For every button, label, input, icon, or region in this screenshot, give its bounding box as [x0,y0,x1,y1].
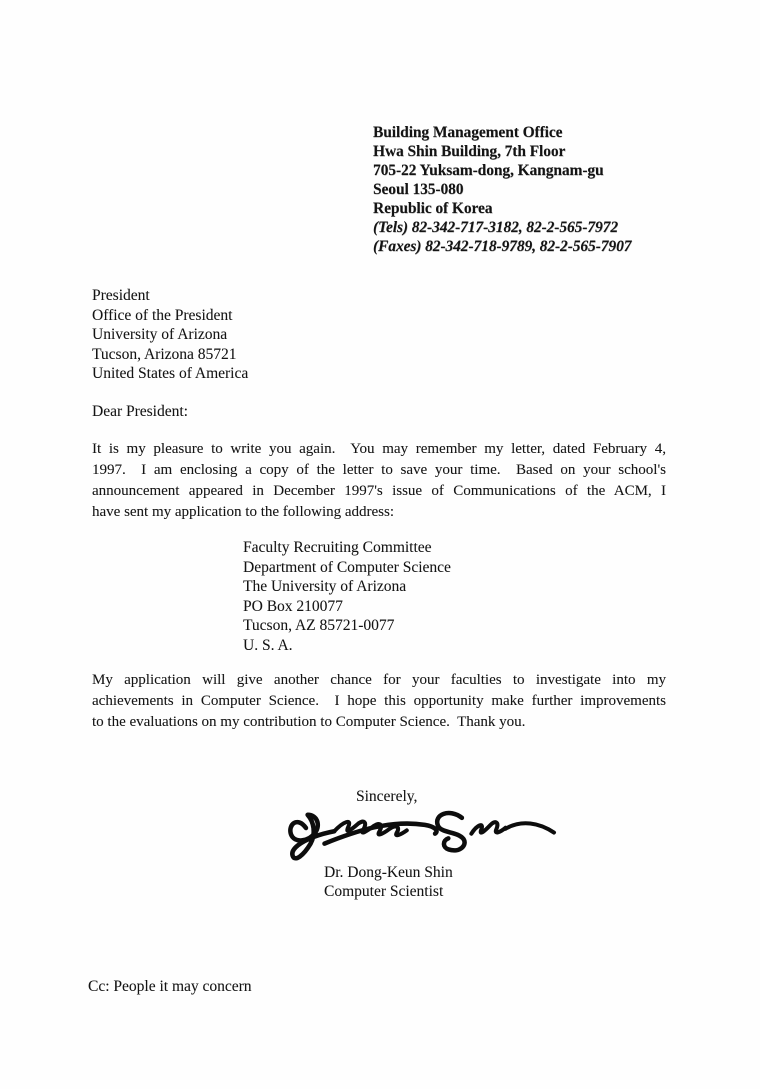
recipient-country: United States of America [92,365,249,382]
sender-tel: (Tels) 82-342-717-3182, 82-2-565-7972 [373,219,618,236]
recipient-title: President [92,287,150,304]
sender-street: 705-22 Yuksam-dong, Kangnam-gu [373,162,604,179]
signer-title: Computer Scientist [324,883,444,900]
sender-building: Hwa Shin Building, 7th Floor [373,143,566,160]
paragraph-1-line: It is my pleasure to write you again. You may remember my letter, dated February 4, [92,441,666,457]
paragraph-2-line: My application will give another chance for your faculties to investigate into my [92,672,666,688]
cc-line: Cc: People it may concern [88,978,252,995]
application-address-line: Tucson, AZ 85721-0077 [243,617,395,634]
application-address-line: Department of Computer Science [243,558,451,576]
signer-block [324,863,453,901]
recipient-org: University of Arizona [92,326,228,343]
salutation: Dear President: [92,403,188,420]
application-address-block [243,538,451,655]
recipient-office: Office of the President [92,306,233,324]
paragraph-2-line: achievements in Computer Science. I hope this opportunity make further improvements [92,693,666,709]
sender-country: Republic of Korea [373,200,493,217]
signature-ink [285,799,559,868]
application-address-line: Faculty Recruiting Committee [243,539,432,556]
application-address-line: PO Box 210077 [243,597,343,615]
sender-city: Seoul 135-080 [373,181,464,198]
paragraph-1-line: 1997. I am enclosing a copy of the letter to save your time. Based on your school's [92,462,666,478]
application-address-line: U. S. A. [243,636,293,654]
signer-name: Dr. Dong-Keun Shin [324,864,453,881]
paragraph-2-line: to the evaluations on my contribution to Computer Science. Thank you. [92,714,526,730]
application-address-line: The University of Arizona [243,578,407,595]
paragraph-1 [92,439,666,523]
recipient-address-block [92,286,248,384]
sender-address-block [373,123,631,256]
paragraph-1-line: have sent my application to the following address: [92,504,395,520]
signature-image [286,803,558,865]
paragraph-2 [92,670,666,733]
sender-org: Building Management Office [373,124,563,141]
recipient-city: Tucson, Arizona 85721 [92,345,237,363]
paragraph-1-line: announcement appeared in December 1997's issue of Communications of the ACM, I [92,483,666,499]
valediction: Sincerely, [356,788,418,805]
sender-fax: (Faxes) 82-342-718-9789, 82-2-565-7907 [373,238,632,255]
